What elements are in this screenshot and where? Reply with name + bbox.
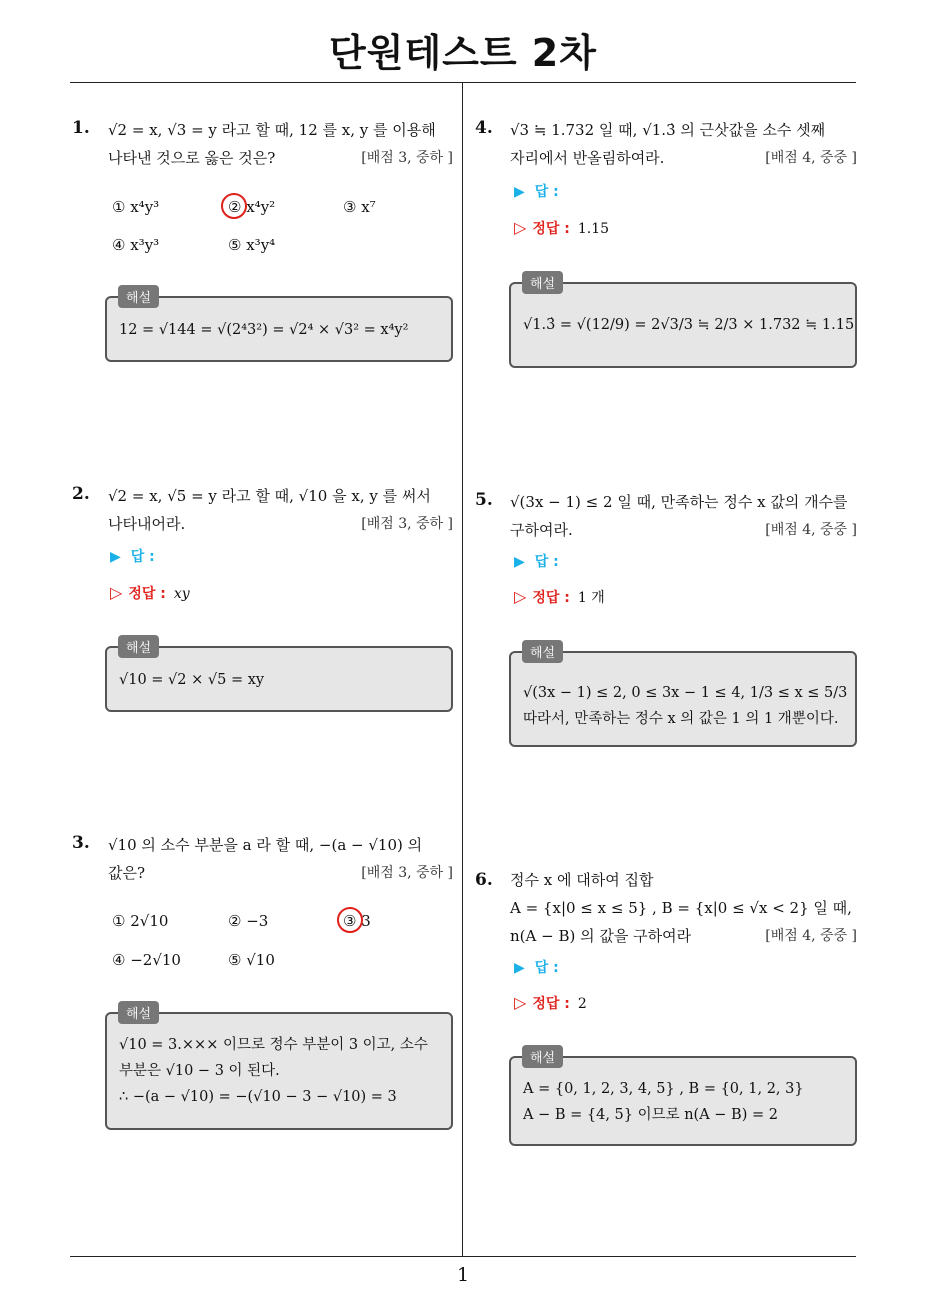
answer-field[interactable] [110,546,155,566]
solution-tag: 해설 [118,1001,159,1024]
play-triangle-icon: ▶ [514,960,525,976]
solution-tag: 해설 [522,1045,563,1068]
outline-triangle-icon: ▷ [514,993,527,1012]
choice-2[interactable]: ② x⁴y² [228,198,276,216]
play-triangle-icon: ▶ [514,184,525,200]
solution-tag: 해설 [118,285,159,308]
question-line: n(A − B) 의 값을 구하여라 [510,927,692,945]
bottom-rule [70,1256,856,1257]
correct-answer [514,587,605,607]
solution-line: √10 = 3.××× 이므로 정수 부분이 3 이고, 소수 [119,1037,428,1053]
solution-line: 부분은 √10 − 3 이 된다. [119,1063,280,1079]
outline-triangle-icon: ▷ [514,218,527,237]
solution-line: A − B = {4, 5} 이므로 n(A − B) = 2 [523,1107,778,1123]
score-meta: [배점 3, 중하 ] [361,865,453,881]
answer-circle-mark [337,907,363,933]
question-line: √3 ≒ 1.732 일 때, √1.3̇ 의 근삿값을 소수 셋째 [510,121,826,139]
correct-label: 정답 : [532,221,570,237]
score-meta: [배점 4, 중중 ] [765,522,857,538]
play-triangle-icon: ▶ [110,549,121,565]
play-triangle-icon: ▶ [514,554,525,570]
question-number: 3. [72,833,90,853]
question-line: 나타낸 것으로 옳은 것은? [108,149,276,167]
choice-4[interactable]: ④ −2√10 [112,951,181,969]
answer-label: 답 : [534,960,559,976]
question-line: A = {x|0 ≤ x ≤ 5} , B = {x|0 ≤ √x < 2} 일 때, [510,899,852,917]
solution-box [509,651,857,747]
question-number: 6. [475,870,493,890]
choice-1[interactable]: ① 2√10 [112,912,169,930]
correct-answer [514,218,609,238]
solution-line: √10 = √2 × √5 = xy [119,672,265,688]
outline-triangle-icon: ▷ [514,587,527,606]
solution-box [105,1012,453,1130]
choice-3[interactable]: ③ 3 [343,912,371,930]
choice-5[interactable]: ⑤ x³y⁴ [228,236,276,254]
question-text [510,488,857,544]
answer-field[interactable] [514,551,559,571]
question-line: 나타내어라. [108,515,186,533]
page-title: 단원테스트 2차 [329,31,597,75]
column-divider [462,83,463,1257]
choice-4[interactable]: ④ x³y³ [112,236,160,254]
question-number: 2. [72,484,90,504]
choice-1[interactable]: ① x⁴y³ [112,198,160,216]
score-meta: [배점 3, 중하 ] [361,516,453,532]
question-line: 정수 x 에 대하여 집합 [510,871,654,889]
solution-tag: 해설 [522,271,563,294]
question-line: 자리에서 반올림하여라. [510,149,665,167]
choice-5[interactable]: ⑤ √10 [228,951,275,969]
score-meta: [배점 4, 중중 ] [765,928,857,944]
solution-line: 12 = √144 = √(2⁴3²) = √2⁴ × √3² = x⁴y² [119,322,409,338]
answer-field[interactable] [514,957,559,977]
answer-circle-mark [221,193,247,219]
answer-label: 답 : [534,184,559,200]
question-line: √2 = x, √3 = y 라고 할 때, 12 를 x, y 를 이용해 [108,121,436,139]
answer-label: 답 : [534,554,559,570]
correct-value: xy [173,586,190,602]
question-text [510,866,857,950]
score-meta: [배점 3, 중하 ] [361,150,453,166]
answer-label: 답 : [130,549,155,565]
question-number: 5. [475,490,493,510]
question-line: 값은? [108,864,146,882]
question-text [108,116,453,172]
solution-box [509,282,857,368]
question-number: 4. [475,118,493,138]
solution-box [509,1056,857,1146]
question-text [108,831,453,887]
answer-field[interactable] [514,181,559,201]
correct-label: 정답 : [532,996,570,1012]
top-rule [70,82,856,83]
score-meta: [배점 4, 중중 ] [765,150,857,166]
correct-label: 정답 : [128,586,166,602]
solution-tag: 해설 [522,640,563,663]
solution-tag: 해설 [118,635,159,658]
correct-answer [110,583,190,603]
solution-line: A = {0, 1, 2, 3, 4, 5} , B = {0, 1, 2, 3} [523,1081,804,1097]
choice-3[interactable]: ③ x⁷ [343,198,376,216]
correct-value: 2 [577,996,587,1012]
choice-2[interactable]: ② −3 [228,912,269,930]
outline-triangle-icon: ▷ [110,583,123,602]
correct-answer [514,993,587,1013]
solution-line: √1.3̇ = √(12/9) = 2√3/3 ≒ 2/3 × 1.732 ≒ 1.15 [523,317,855,333]
question-line: √(3x − 1) ≤ 2 일 때, 만족하는 정수 x 값의 개수를 [510,493,848,511]
correct-value: 1.15 [577,221,610,237]
solution-line: ∴ −(a − √10) = −(√10 − 3 − √10) = 3 [119,1089,397,1105]
correct-label: 정답 : [532,590,570,606]
solution-line: 따라서, 만족하는 정수 x 의 값은 1 의 1 개뿐이다. [523,711,839,727]
page-number: 1 [456,1264,470,1286]
solution-line: √(3x − 1) ≤ 2, 0 ≤ 3x − 1 ≤ 4, 1/3 ≤ x ≤ 5/3 [523,685,848,701]
question-text [510,116,857,172]
question-number: 1. [72,118,90,138]
question-line: 구하여라. [510,521,573,539]
correct-value: 1 개 [577,590,605,606]
question-text [108,482,453,538]
question-line: √10 의 소수 부분을 a 라 할 때, −(a − √10) 의 [108,836,423,854]
question-line: √2 = x, √5 = y 라고 할 때, √10 을 x, y 를 써서 [108,487,431,505]
